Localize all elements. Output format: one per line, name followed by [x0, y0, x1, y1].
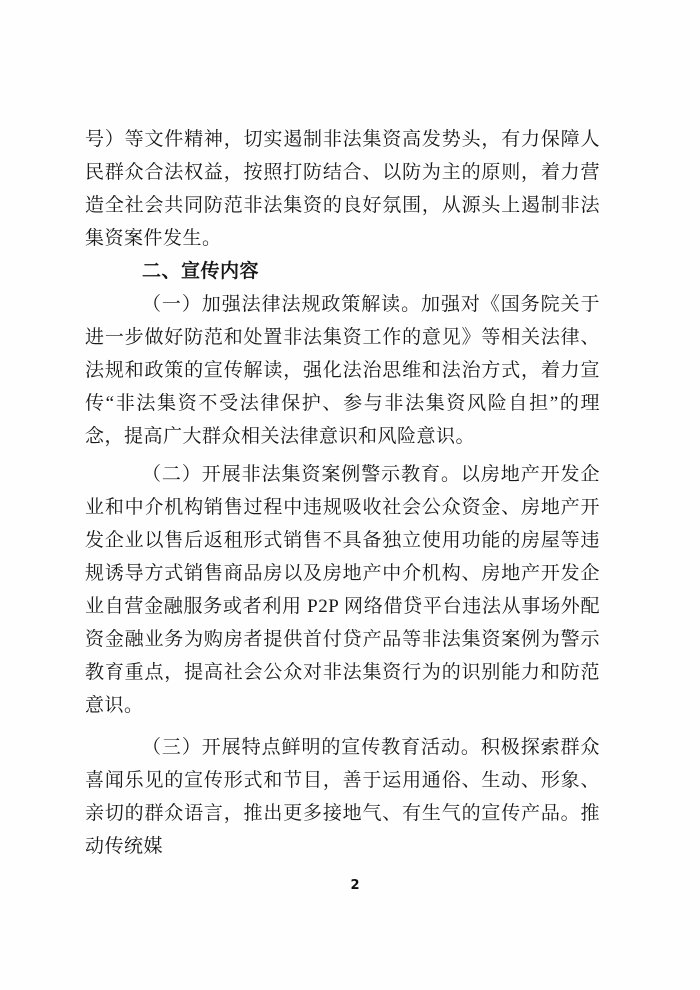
page-number: 2: [350, 878, 360, 893]
paragraph-continuation: 号）等文件精神，切实遏制非法集资高发势头，有力保障人民群众合法权益，按照打防结合、以防为主的原则，着力营造全社会共同防范非法集资的良好氛围，从源头上遏制非法集资案件发生。: [85, 129, 600, 249]
paragraph-item-1: （一）加强法律法规政策解读。加强对《国务院关于进一步做好防范和处置非法集资工作的意见》等相关法律、法规和政策的宣传解读，强化法治思维和法治方式，着力宣传“非法集资不受法律保护、参与非法集资风险自担”的理念，提高广大群众相关法律意识和风险意识。: [85, 294, 600, 447]
section-heading: 二、宣传内容: [142, 261, 260, 282]
paragraph-item-3: （三）开展特点鲜明的宣传教育活动。积极探索群众喜闻乐见的宣传形式和节目，善于运用通俗、生动、形象、亲切的群众语言，推出更多接地气、有生气的宣传产品。推动传统媒: [85, 737, 600, 857]
paragraph-item-2: （二）开展非法集资案例警示教育。以房地产开发企业和中介机构销售过程中违规吸收社会公众资金、房地产开发企业以售后返租形式销售不具备独立使用功能的房屋等违规诱导方式销售商品房以及房地产中介机构、房地产开发企业自营金融服务或者利用 P2P 网络借贷平台违法从事场外配资金融业务为购房者提供首付贷产品等非法集资案例为警示教育重点，提高社会公众对非法集资行为的识别能力和防范意识。: [85, 464, 600, 716]
document-body: [85, 123, 600, 863]
